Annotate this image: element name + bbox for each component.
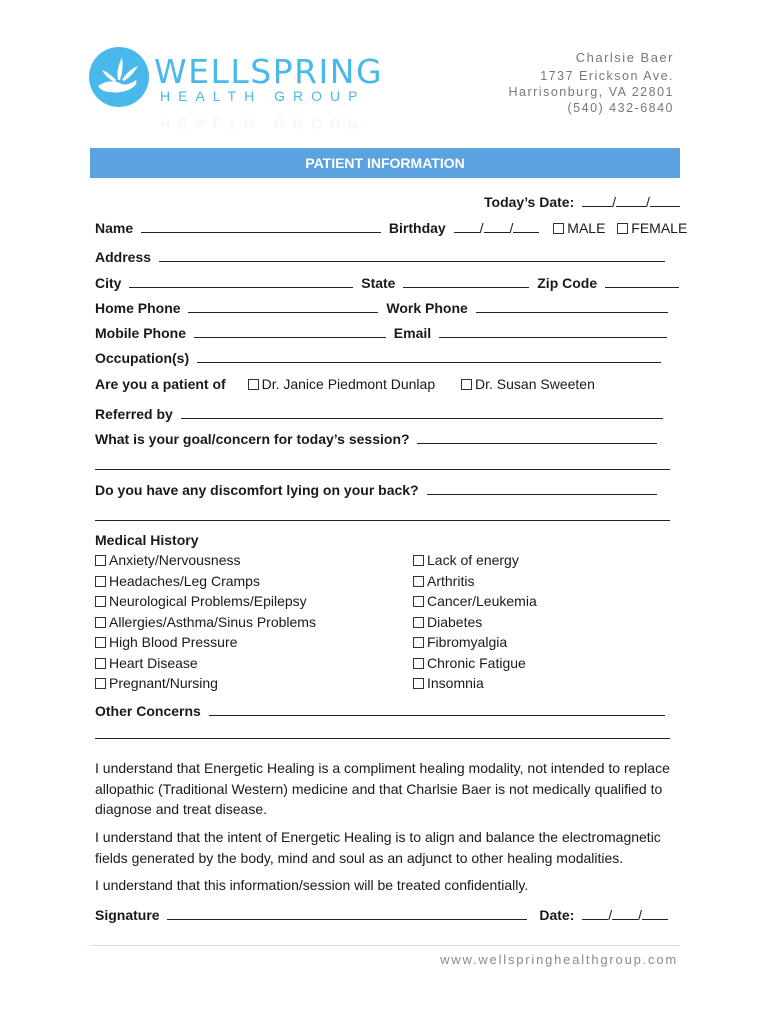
checkbox-icon[interactable] bbox=[413, 576, 424, 587]
todays-date-month-field[interactable] bbox=[582, 192, 612, 207]
other-concerns-label: Other Concerns bbox=[95, 703, 201, 719]
occupation-label: Occupation(s) bbox=[95, 350, 190, 366]
medical-history-item[interactable]: Cancer/Leukemia bbox=[413, 591, 537, 612]
discomfort-field-line2[interactable] bbox=[95, 520, 670, 521]
todays-date-row: Today’s Date: / / bbox=[484, 192, 684, 212]
checkbox-icon[interactable] bbox=[413, 678, 424, 689]
statement-paragraph: I understand that this information/session will be treated confidentially. bbox=[95, 877, 529, 893]
section-banner: PATIENT INFORMATION bbox=[90, 148, 680, 178]
footer-website: www.wellspringhealthgroup.com bbox=[440, 952, 678, 967]
home-phone-field[interactable] bbox=[188, 298, 378, 313]
address-label: Address bbox=[95, 249, 152, 265]
address-field[interactable] bbox=[159, 247, 665, 262]
logo-name: WELLSPRING bbox=[154, 52, 384, 91]
wellspring-logo bbox=[88, 46, 384, 136]
birthday-day-field[interactable] bbox=[484, 218, 510, 233]
contact-block bbox=[509, 50, 675, 116]
signature-date-day-field[interactable] bbox=[612, 905, 638, 920]
medical-history-item[interactable]: Allergies/Asthma/Sinus Problems bbox=[95, 612, 316, 633]
checkbox-icon[interactable] bbox=[413, 555, 424, 566]
referred-by-row bbox=[95, 404, 667, 424]
doctor2-checkbox[interactable] bbox=[461, 379, 472, 390]
signature-date-month-field[interactable] bbox=[582, 905, 608, 920]
patient-of-row bbox=[95, 374, 595, 394]
checkbox-icon[interactable] bbox=[95, 596, 106, 607]
todays-date-year-field[interactable] bbox=[650, 192, 680, 207]
female-label: FEMALE bbox=[631, 220, 688, 236]
checkbox-icon[interactable] bbox=[95, 617, 106, 628]
contact-address-line2: Harrisonburg, VA 22801 bbox=[508, 85, 674, 99]
signature-label: Signature bbox=[95, 907, 160, 923]
name-field[interactable] bbox=[141, 218, 381, 233]
medical-history-item[interactable]: Diabetes bbox=[413, 612, 537, 633]
discomfort-label: Do you have any discomfort lying on your back? bbox=[95, 482, 419, 498]
contact-phone: (540) 432-6840 bbox=[567, 101, 674, 115]
checkbox-icon[interactable] bbox=[413, 617, 424, 628]
checkbox-icon[interactable] bbox=[413, 658, 424, 669]
signature-date-label: Date: bbox=[539, 907, 575, 923]
medical-history-heading-row bbox=[95, 530, 198, 550]
doctor1-checkbox[interactable] bbox=[248, 379, 259, 390]
medical-history-heading: Medical History bbox=[95, 532, 199, 548]
checkbox-icon[interactable] bbox=[95, 555, 106, 566]
male-label: MALE bbox=[567, 220, 606, 236]
state-label: State bbox=[361, 275, 396, 291]
signature-date-year-field[interactable] bbox=[642, 905, 668, 920]
referred-by-label: Referred by bbox=[95, 406, 173, 422]
footer-divider bbox=[90, 945, 680, 946]
medical-history-item[interactable]: High Blood Pressure bbox=[95, 632, 316, 653]
checkbox-icon[interactable] bbox=[413, 637, 424, 648]
discomfort-row bbox=[95, 480, 661, 500]
state-field[interactable] bbox=[403, 273, 529, 288]
name-row: Name Birthday / / MALE FEMALE bbox=[95, 220, 688, 236]
city-label: City bbox=[95, 275, 122, 291]
medical-history-item[interactable]: Chronic Fatigue bbox=[413, 653, 537, 674]
email-field[interactable] bbox=[439, 323, 667, 338]
goal-row bbox=[95, 429, 661, 449]
checkbox-icon[interactable] bbox=[95, 576, 106, 587]
checkbox-icon[interactable] bbox=[95, 678, 106, 689]
checkbox-icon[interactable] bbox=[95, 658, 106, 669]
email-label: Email bbox=[393, 325, 432, 341]
home-phone-label: Home Phone bbox=[95, 300, 181, 316]
medical-history-item[interactable]: Fibromyalgia bbox=[413, 632, 537, 653]
checkbox-icon[interactable] bbox=[95, 637, 106, 648]
medical-history-item[interactable]: Lack of energy bbox=[413, 550, 537, 571]
medical-history-item[interactable]: Pregnant/Nursing bbox=[95, 673, 316, 694]
city-field[interactable] bbox=[129, 273, 353, 288]
contact-name: Charlsie Baer bbox=[575, 50, 674, 65]
goal-field[interactable] bbox=[417, 429, 657, 444]
medical-history-item[interactable]: Heart Disease bbox=[95, 653, 316, 674]
female-checkbox[interactable] bbox=[617, 223, 628, 234]
todays-date-label: Today’s Date: bbox=[484, 194, 575, 210]
zip-field[interactable] bbox=[605, 273, 679, 288]
medical-history-item[interactable]: Arthritis bbox=[413, 571, 537, 592]
todays-date-day-field[interactable] bbox=[616, 192, 646, 207]
birthday-month-field[interactable] bbox=[454, 218, 480, 233]
mobile-phone-field[interactable] bbox=[194, 323, 386, 338]
male-checkbox[interactable] bbox=[553, 223, 564, 234]
address-row bbox=[95, 247, 669, 267]
goal-field-line2[interactable] bbox=[95, 469, 670, 470]
statement-paragraph: I understand that Energetic Healing is a compliment healing modality, not intended to replace allopathic (Traditional Western) medicine and that Charlsie Baer is not medically qualified to diagnose and treat disease. bbox=[95, 760, 670, 817]
other-concerns-field[interactable] bbox=[209, 701, 665, 716]
checkbox-icon[interactable] bbox=[413, 596, 424, 607]
medical-history-item[interactable]: Anxiety/Nervousness bbox=[95, 550, 316, 571]
birthday-label: Birthday bbox=[388, 220, 446, 236]
medical-history-item[interactable]: Neurological Problems/Epilepsy bbox=[95, 591, 316, 612]
work-phone-label: Work Phone bbox=[386, 300, 468, 316]
patient-of-label: Are you a patient of bbox=[95, 376, 226, 392]
doctor2-label: Dr. Susan Sweeten bbox=[475, 376, 595, 392]
logo-subtitle-reflection: HEALTH GROUP bbox=[160, 116, 366, 132]
medical-history-left-column bbox=[95, 550, 316, 694]
mobile-email-row bbox=[95, 323, 671, 343]
phone-row bbox=[95, 298, 672, 318]
goal-label: What is your goal/concern for today’s session? bbox=[95, 431, 410, 447]
statement-paragraph: I understand that the intent of Energetic Healing is to align and balance the electromagnetic fields generated by the body, mind and soul as an adjunct to other healing modalities. bbox=[95, 829, 661, 866]
medical-history-item[interactable]: Insomnia bbox=[413, 673, 537, 694]
logo-subtitle: HEALTH GROUP bbox=[160, 88, 366, 104]
contact-address-line1: 1737 Erickson Ave. bbox=[540, 69, 674, 83]
other-concerns-field-line2[interactable] bbox=[95, 738, 670, 739]
signature-field[interactable] bbox=[167, 905, 527, 920]
occupation-field[interactable] bbox=[197, 348, 661, 363]
other-concerns-row bbox=[95, 701, 669, 721]
name-label: Name bbox=[95, 220, 134, 236]
signature-row: Signature Date: / / bbox=[95, 905, 672, 925]
mobile-phone-label: Mobile Phone bbox=[95, 325, 186, 341]
medical-history-right-column bbox=[413, 550, 537, 694]
hand-with-leaves-icon bbox=[88, 46, 150, 108]
doctor1-label: Dr. Janice Piedmont Dunlap bbox=[261, 376, 436, 392]
birthday-year-field[interactable] bbox=[513, 218, 539, 233]
discomfort-field[interactable] bbox=[427, 480, 657, 495]
referred-by-field[interactable] bbox=[181, 404, 663, 419]
medical-history-item[interactable]: Headaches/Leg Cramps bbox=[95, 571, 316, 592]
occupation-row bbox=[95, 348, 665, 368]
city-state-zip-row bbox=[95, 273, 683, 293]
zip-label: Zip Code bbox=[537, 275, 598, 291]
work-phone-field[interactable] bbox=[476, 298, 668, 313]
